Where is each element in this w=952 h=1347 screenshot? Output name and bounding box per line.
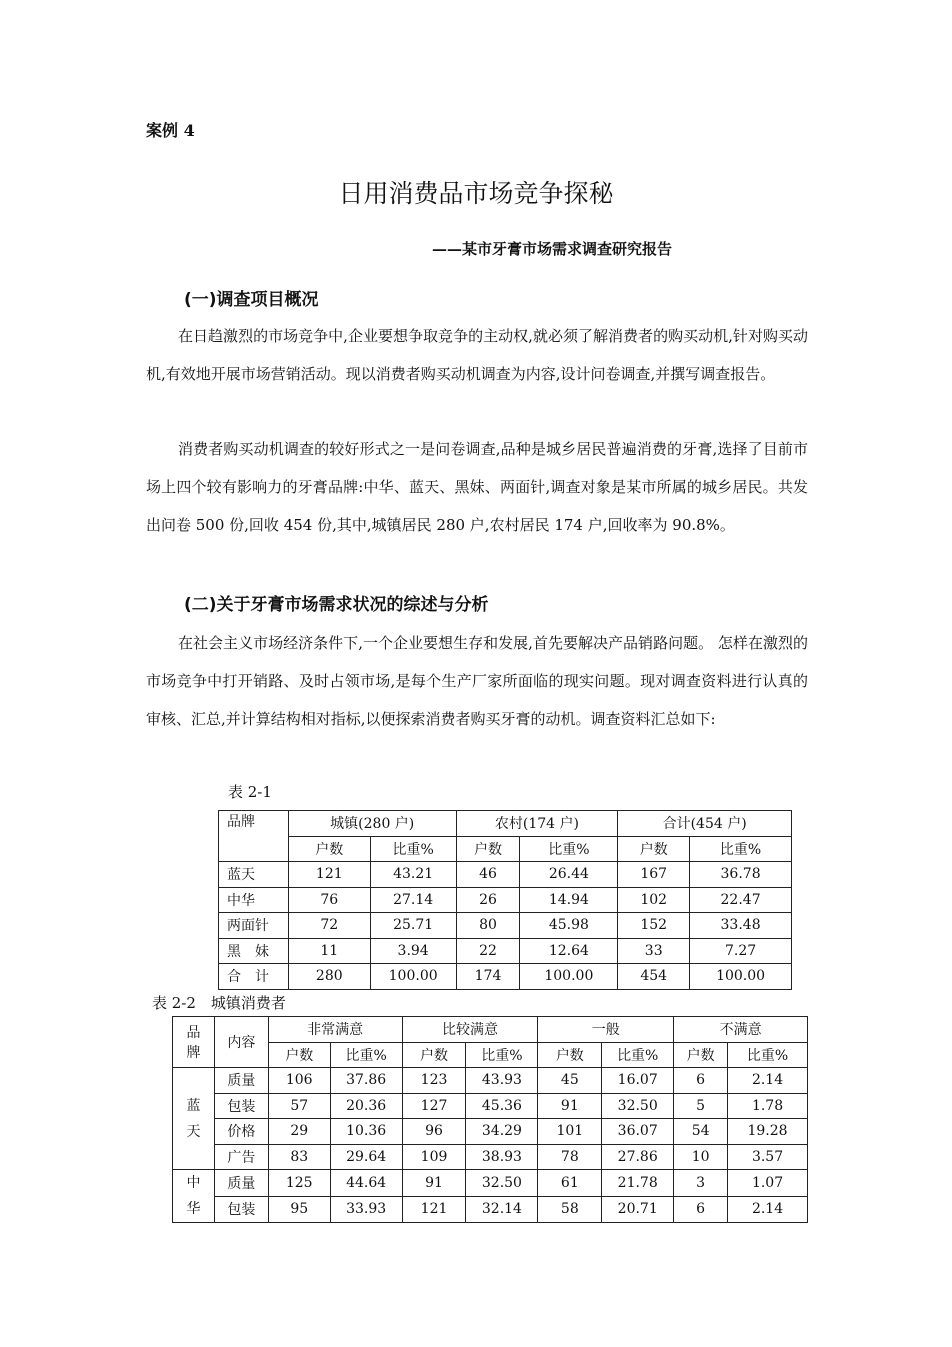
section1-paragraph-1: 在日趋激烈的市场竞争中,企业要想争取竞争的主动权,就必须了解消费者的购买动机,针对购买动机,有效地开展市场营销活动。现以消费者购买动机调查为内容,设计问卷调查,并撰写调查报告。: [146, 327, 808, 383]
table1-brand-header: 品牌: [219, 811, 289, 862]
table2-brand-char: 华: [186, 1201, 201, 1217]
table1-subheader: 户数: [456, 836, 520, 862]
table2-subheader: 户数: [674, 1042, 728, 1068]
table2-subheader: 户数: [538, 1042, 602, 1068]
table2-value-cell: 106: [268, 1068, 330, 1094]
table1-value-cell: 280: [288, 964, 370, 990]
table1-group-header: 农村(174 户): [456, 811, 618, 837]
document-title: 日用消费品市场竞争探秘: [338, 179, 614, 208]
table2-value-cell: 34.29: [466, 1119, 538, 1145]
table-row: [219, 964, 792, 990]
table1-value-cell: 80: [456, 913, 520, 939]
table1-value-cell: 43.21: [370, 862, 456, 888]
table2-value-cell: 78: [538, 1144, 602, 1170]
table1-value-cell: 152: [618, 913, 690, 939]
table2-value-cell: 43.93: [466, 1068, 538, 1094]
table1-value-cell: 22.47: [690, 887, 792, 913]
section2-heading: (二)关于牙膏市场需求状况的综述与分析: [184, 595, 489, 615]
table1-brand-cell: 中华: [219, 887, 289, 913]
table2-brand-cell: [173, 1170, 215, 1223]
table2-value-cell: 123: [402, 1068, 466, 1094]
table1-value-cell: 100.00: [690, 964, 792, 990]
table2-value-cell: 27.86: [602, 1144, 674, 1170]
table2-group-header: 非常满意: [268, 1017, 402, 1043]
table1-group-header: 城镇(280 户): [288, 811, 456, 837]
table2-value-cell: 37.86: [330, 1068, 402, 1094]
table1-value-cell: 33: [618, 938, 690, 964]
table1-value-cell: 76: [288, 887, 370, 913]
table1-subheader: 户数: [618, 836, 690, 862]
table1-value-cell: 36.78: [690, 862, 792, 888]
table2-value-cell: 45.36: [466, 1093, 538, 1119]
table2-value-cell: 109: [402, 1144, 466, 1170]
table1-value-cell: 3.94: [370, 938, 456, 964]
table2-brand-char: 中: [186, 1175, 201, 1191]
table-row: [173, 1068, 808, 1094]
table1-value-cell: 27.14: [370, 887, 456, 913]
table2-value-cell: 32.50: [602, 1093, 674, 1119]
table2-brand-char: 蓝: [186, 1097, 201, 1114]
table2-value-cell: 29.64: [330, 1144, 402, 1170]
table-row: [173, 1119, 808, 1145]
table2-content-cell: 包装: [214, 1196, 268, 1223]
table1-value-cell: 454: [618, 964, 690, 990]
table2-value-cell: 101: [538, 1119, 602, 1145]
table2-brand-header: [173, 1017, 215, 1068]
table2-value-cell: 2.14: [728, 1196, 808, 1223]
table1-value-cell: 26: [456, 887, 520, 913]
table1-value-cell: 46: [456, 862, 520, 888]
table1-brand-cell: 蓝天: [219, 862, 289, 888]
table1-group-header: 合计(454 户): [618, 811, 792, 837]
table2-value-cell: 3: [674, 1170, 728, 1197]
table2-value-cell: 21.78: [602, 1170, 674, 1197]
table2-value-cell: 10: [674, 1144, 728, 1170]
table1: [218, 810, 792, 990]
table2-value-cell: 2.14: [728, 1068, 808, 1094]
table2-brand-cell: [173, 1068, 215, 1170]
table2-value-cell: 91: [402, 1170, 466, 1197]
table2-group-header: 不满意: [674, 1017, 808, 1043]
table1-brand-cell: 两面针: [219, 913, 289, 939]
table2-value-cell: 3.57: [728, 1144, 808, 1170]
table2-value-cell: 19.28: [728, 1119, 808, 1145]
table2-value-cell: 57: [268, 1093, 330, 1119]
table2-brand-header-char: 品: [186, 1025, 201, 1041]
table1-value-cell: 100.00: [370, 964, 456, 990]
table1-value-cell: 7.27: [690, 938, 792, 964]
table1-value-cell: 167: [618, 862, 690, 888]
table-row: [173, 1196, 808, 1223]
table2-value-cell: 54: [674, 1119, 728, 1145]
table2-subheader: 比重%: [330, 1042, 402, 1068]
table2-subheader-row: [173, 1042, 808, 1068]
table1-brand-cell: 合 计: [219, 964, 289, 990]
table2-group-header: 一般: [538, 1017, 674, 1043]
table2-subheader: 户数: [268, 1042, 330, 1068]
table2-value-cell: 6: [674, 1068, 728, 1094]
table2-brand-char: 天: [186, 1123, 201, 1140]
table1-brand-cell: 黑 妹: [219, 938, 289, 964]
section2-paragraph: 在社会主义市场经济条件下,一个企业要想生存和发展,首先要解决产品销路问题。 怎样在激烈的市场竞争中打开销路、及时占领市场,是每个生产厂家所面临的现实问题。现对调查资料进行认真的审核、汇总,并计算结构相对指标,以便探索消费者购买牙膏的动机。调查资料汇总如下:: [146, 634, 808, 728]
table1-subheader: 比重%: [520, 836, 618, 862]
table2-content-header: 内容: [214, 1017, 268, 1068]
table2-value-cell: 6: [674, 1196, 728, 1223]
table1-value-cell: 22: [456, 938, 520, 964]
table2-group-header: 比较满意: [402, 1017, 538, 1043]
table2-subheader: 比重%: [602, 1042, 674, 1068]
table1-value-cell: 33.48: [690, 913, 792, 939]
table2: [172, 1016, 808, 1223]
document-subtitle: ——某市牙膏市场需求调查研究报告: [432, 240, 673, 258]
table1-value-cell: 14.94: [520, 887, 618, 913]
table2-value-cell: 10.36: [330, 1119, 402, 1145]
table2-content-cell: 质量: [214, 1170, 268, 1197]
table-row: [219, 938, 792, 964]
table2-content-cell: 广告: [214, 1144, 268, 1170]
table1-value-cell: 26.44: [520, 862, 618, 888]
table2-value-cell: 20.71: [602, 1196, 674, 1223]
table2-subheader: 比重%: [728, 1042, 808, 1068]
table1-value-cell: 11: [288, 938, 370, 964]
section1-paragraph-2: 消费者购买动机调查的较好形式之一是问卷调查,品种是城乡居民普遍消费的牙膏,选择了目前市场上四个较有影响力的牙膏品牌:中华、蓝天、黑妹、两面针,调查对象是某市所属的城乡居民。共发出问卷 500 份,回收 454 份,其中,城镇居民 280 户,农村居民 174 户,回收率为 90.8%。: [146, 440, 808, 534]
table1-header-row: [219, 811, 792, 837]
table2-value-cell: 38.93: [466, 1144, 538, 1170]
table2-value-cell: 16.07: [602, 1068, 674, 1094]
table2-value-cell: 95: [268, 1196, 330, 1223]
table2-content-cell: 价格: [214, 1119, 268, 1145]
table1-value-cell: 12.64: [520, 938, 618, 964]
table1-body: [219, 862, 792, 990]
table2-value-cell: 121: [402, 1196, 466, 1223]
table1-value-cell: 72: [288, 913, 370, 939]
table-row: [173, 1144, 808, 1170]
table2-subheader: 户数: [402, 1042, 466, 1068]
case-label: 案例 4: [146, 121, 195, 140]
table1-value-cell: 45.98: [520, 913, 618, 939]
table2-value-cell: 125: [268, 1170, 330, 1197]
table2-value-cell: 1.78: [728, 1093, 808, 1119]
table2-content-cell: 质量: [214, 1068, 268, 1094]
table2-value-cell: 33.93: [330, 1196, 402, 1223]
table2-value-cell: 29: [268, 1119, 330, 1145]
table2-value-cell: 36.07: [602, 1119, 674, 1145]
table-row: [219, 862, 792, 888]
table2-value-cell: 20.36: [330, 1093, 402, 1119]
table2-caption: 表 2-2 城镇消费者: [152, 994, 286, 1012]
table2-value-cell: 96: [402, 1119, 466, 1145]
table2-value-cell: 5: [674, 1093, 728, 1119]
table1-subheader: 户数: [288, 836, 370, 862]
table2-value-cell: 1.07: [728, 1170, 808, 1197]
table1-caption: 表 2-1: [228, 783, 272, 801]
table2-body: [173, 1068, 808, 1223]
table-row: [173, 1093, 808, 1119]
table1-value-cell: 25.71: [370, 913, 456, 939]
table2-header-row: [173, 1017, 808, 1043]
table1-subheader: 比重%: [690, 836, 792, 862]
table2-value-cell: 83: [268, 1144, 330, 1170]
table2-value-cell: 91: [538, 1093, 602, 1119]
table2-value-cell: 32.50: [466, 1170, 538, 1197]
table1-value-cell: 102: [618, 887, 690, 913]
section1-heading: (一)调查项目概况: [184, 290, 319, 310]
table1-subheader: 比重%: [370, 836, 456, 862]
table-row: [173, 1170, 808, 1197]
table2-content-cell: 包装: [214, 1093, 268, 1119]
table2-subheader: 比重%: [466, 1042, 538, 1068]
table2-value-cell: 45: [538, 1068, 602, 1094]
table2-value-cell: 127: [402, 1093, 466, 1119]
table1-value-cell: 100.00: [520, 964, 618, 990]
table-row: [219, 887, 792, 913]
table2-value-cell: 58: [538, 1196, 602, 1223]
table-row: [219, 913, 792, 939]
table2-brand-header-char: 牌: [186, 1045, 201, 1061]
table2-value-cell: 44.64: [330, 1170, 402, 1197]
table2-value-cell: 61: [538, 1170, 602, 1197]
table2-value-cell: 32.14: [466, 1196, 538, 1223]
table1-subheader-row: [219, 836, 792, 862]
table1-value-cell: 121: [288, 862, 370, 888]
table1-value-cell: 174: [456, 964, 520, 990]
